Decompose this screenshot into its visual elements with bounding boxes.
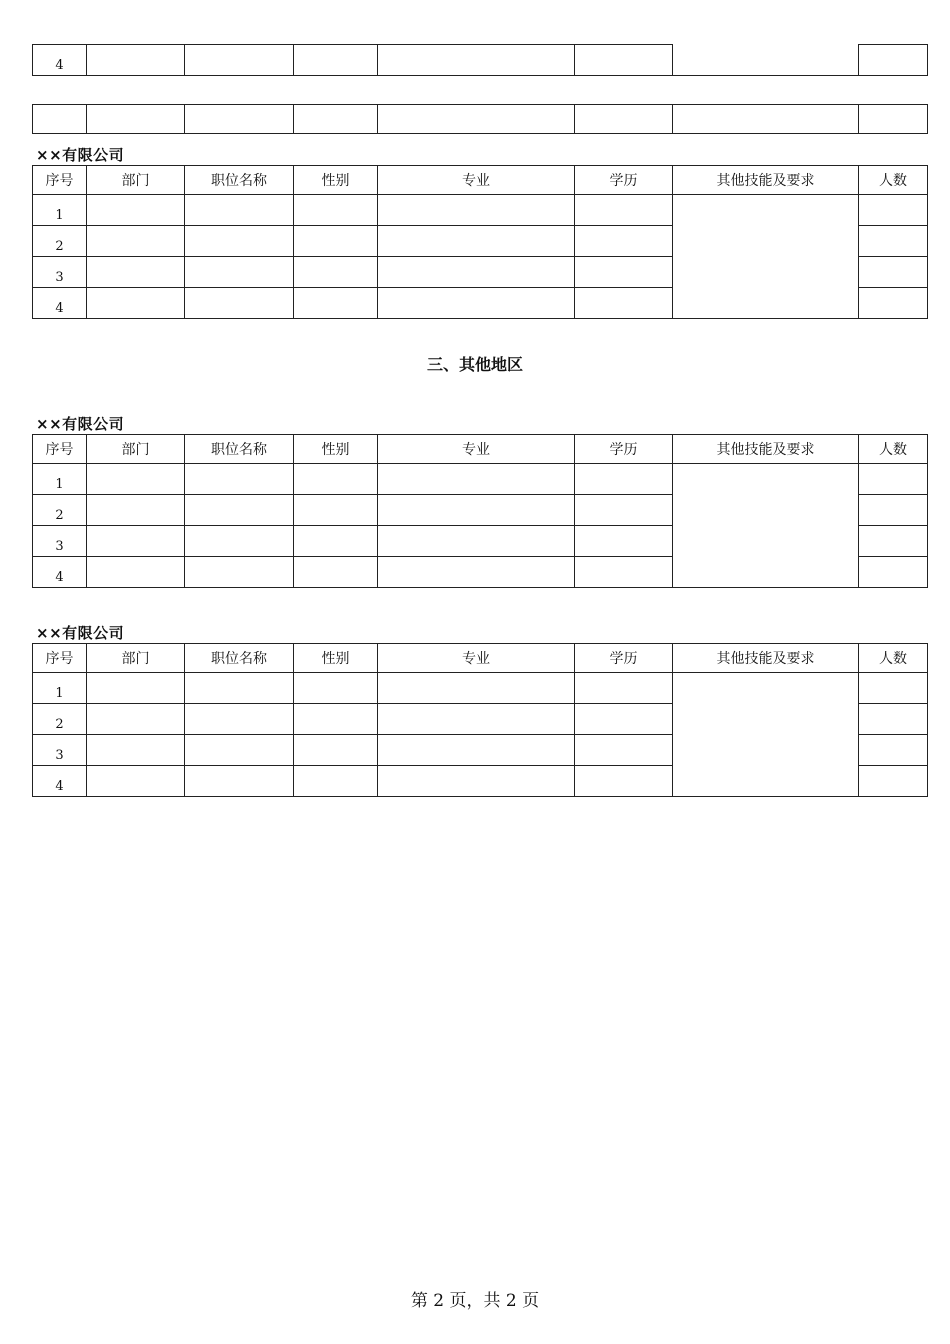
- blank-table: [32, 104, 928, 134]
- header-major: 专业: [378, 435, 575, 464]
- header-gender: 性别: [294, 435, 378, 464]
- merged-skills-cell: [673, 45, 859, 76]
- company-name: ××有限公司: [36, 415, 125, 433]
- recruit-table-3: [32, 643, 928, 797]
- header-seq: 序号: [33, 644, 87, 673]
- row-number: 1: [33, 464, 87, 495]
- cell: [294, 105, 378, 134]
- company-name: ××有限公司: [36, 146, 125, 164]
- row-number: 4: [33, 766, 87, 797]
- merged-skills-cell: [673, 195, 859, 319]
- table-row: [33, 195, 928, 226]
- continuation-table: [32, 44, 928, 76]
- header-seq: 序号: [33, 435, 87, 464]
- header-seq: 序号: [33, 166, 87, 195]
- cell: [378, 45, 575, 76]
- header-count: 人数: [859, 644, 928, 673]
- cell: [859, 45, 928, 76]
- row-number: 4: [33, 45, 87, 76]
- row-number: 4: [33, 557, 87, 588]
- row-number: 2: [33, 704, 87, 735]
- row-number: 2: [33, 226, 87, 257]
- row-number: 4: [33, 288, 87, 319]
- cell: [33, 105, 87, 134]
- header-dept: 部门: [87, 435, 185, 464]
- recruit-table-2: [32, 434, 928, 588]
- table-row: [33, 673, 928, 704]
- cell: [87, 45, 185, 76]
- header-major: 专业: [378, 166, 575, 195]
- cell: [673, 105, 859, 134]
- header-row: [33, 166, 928, 195]
- header-gender: 性别: [294, 644, 378, 673]
- header-education: 学历: [575, 166, 673, 195]
- row-number: 1: [33, 195, 87, 226]
- row-number: 1: [33, 673, 87, 704]
- row-number: 3: [33, 257, 87, 288]
- header-major: 专业: [378, 644, 575, 673]
- section-title: 三、其他地区: [426, 355, 523, 374]
- header-row: [33, 644, 928, 673]
- header-count: 人数: [859, 166, 928, 195]
- cell: [294, 45, 378, 76]
- row-number: 3: [33, 526, 87, 557]
- header-skills: 其他技能及要求: [673, 435, 859, 464]
- header-education: 学历: [575, 644, 673, 673]
- merged-skills-cell: [673, 464, 859, 588]
- cell: [185, 105, 294, 134]
- header-position: 职位名称: [185, 644, 294, 673]
- page-footer: 第 2 页，共 2 页: [410, 1291, 540, 1311]
- cell: [575, 105, 673, 134]
- header-position: 职位名称: [185, 435, 294, 464]
- header-skills: 其他技能及要求: [673, 166, 859, 195]
- cell: [575, 45, 673, 76]
- header-education: 学历: [575, 435, 673, 464]
- company-name: ××有限公司: [36, 624, 125, 642]
- header-skills: 其他技能及要求: [673, 644, 859, 673]
- table-row: [33, 464, 928, 495]
- header-position: 职位名称: [185, 166, 294, 195]
- row-number: 3: [33, 735, 87, 766]
- cell: [859, 105, 928, 134]
- cell: [378, 105, 575, 134]
- header-gender: 性别: [294, 166, 378, 195]
- header-count: 人数: [859, 435, 928, 464]
- recruit-table-1: [32, 165, 928, 319]
- header-dept: 部门: [87, 644, 185, 673]
- cell: [87, 105, 185, 134]
- header-row: [33, 435, 928, 464]
- merged-skills-cell: [673, 673, 859, 797]
- header-dept: 部门: [87, 166, 185, 195]
- cell: [185, 45, 294, 76]
- row-number: 2: [33, 495, 87, 526]
